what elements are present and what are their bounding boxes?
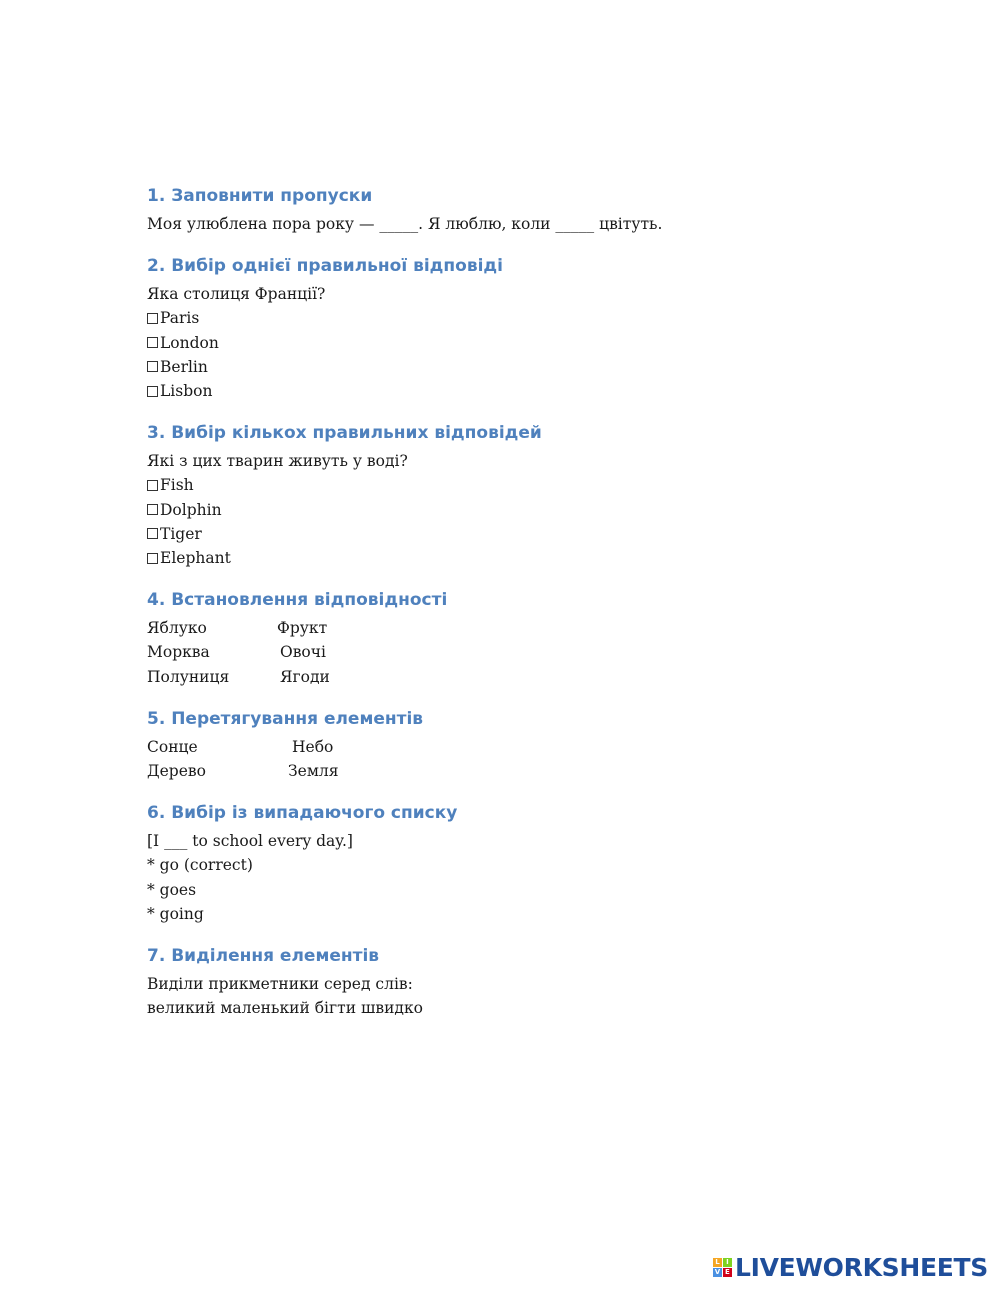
drag-item[interactable]: Сонце [147,737,198,756]
logo-letter: E [723,1268,732,1277]
drop-target[interactable]: Земля [288,762,339,781]
option-label: Berlin [160,357,208,376]
checkbox-icon[interactable] [147,361,158,372]
match-pair [147,665,907,689]
match-left[interactable]: Морква [147,643,210,662]
option-label: Fish [160,476,194,495]
section-heading: 7. Виділення елементів [147,946,380,967]
instruction-text: Виділи прикметники серед слів: [147,975,413,994]
match-right[interactable]: Овочі [280,643,326,662]
option-elephant[interactable] [147,546,907,570]
checkbox-icon[interactable] [147,313,158,324]
section-highlight [147,944,907,1020]
highlight-words[interactable]: великий маленький бігти швидко [147,999,423,1018]
section-heading: 2. Вибір однієї правильної відповіді [147,256,503,277]
checkbox-icon[interactable] [147,480,158,491]
drag-item[interactable]: Дерево [147,762,206,781]
question-text: Яка столиця Франції? [147,285,326,304]
liveworksheets-logo [713,1252,988,1282]
drag-pair [147,735,907,759]
checkbox-icon[interactable] [147,504,158,515]
question-text: Які з цих тварин живуть у воді? [147,452,408,471]
worksheet-content [147,184,907,1020]
checkbox-icon[interactable] [147,553,158,564]
option-london[interactable] [147,331,907,355]
logo-letter: V [714,1267,721,1276]
checkbox-icon[interactable] [147,528,158,539]
match-right[interactable]: Ягоди [280,667,330,686]
drag-pair [147,759,907,783]
option-tiger[interactable] [147,522,907,546]
match-left[interactable]: Полуниця [147,667,230,686]
section-heading: 4. Встановлення відповідності [147,590,448,611]
option-fish[interactable] [147,473,907,497]
section-drag-drop [147,707,907,783]
drop-target[interactable]: Небо [292,737,334,756]
option-label: Paris [160,309,200,328]
dropdown-option[interactable]: * go (correct) [147,856,253,875]
match-left[interactable]: Яблуко [147,619,207,638]
option-paris[interactable] [147,306,907,330]
section-heading: 3. Вибір кількох правильних відповідей [147,423,542,444]
match-right[interactable]: Фрукт [277,619,328,638]
fill-blanks-text: Моя улюблена пора року — _____. Я люблю, коли _____ цвітуть. [147,215,663,233]
option-label: Dolphin [160,500,222,519]
option-dolphin[interactable] [147,498,907,522]
logo-text: LIVEWORKSHEETS [734,1252,988,1282]
logo-letter: I [723,1258,732,1267]
section-multiple-choice [147,421,907,570]
option-label: Lisbon [160,382,213,401]
section-single-choice [147,254,907,403]
option-label: Elephant [160,549,231,568]
section-fill-blanks [147,184,907,236]
dropdown-option[interactable]: * going [147,904,204,923]
logo-letter: L [713,1258,722,1267]
dropdown-option[interactable]: * goes [147,880,197,899]
match-pair [147,616,907,640]
match-pair [147,640,907,664]
logo-mark-icon [713,1258,732,1277]
option-label: London [160,333,219,352]
section-dropdown [147,801,907,926]
dropdown-sentence[interactable]: [I ___ to school every day.] [147,832,353,851]
option-berlin[interactable] [147,355,907,379]
checkbox-icon[interactable] [147,386,158,397]
checkbox-icon[interactable] [147,337,158,348]
option-lisbon[interactable] [147,379,907,403]
section-matching [147,588,907,689]
section-heading: 1. Заповнити пропуски [147,186,373,206]
section-heading: 6. Вибір із випадаючого списку [147,803,458,824]
option-label: Tiger [160,524,202,543]
section-heading: 5. Перетягування елементів [147,708,424,729]
